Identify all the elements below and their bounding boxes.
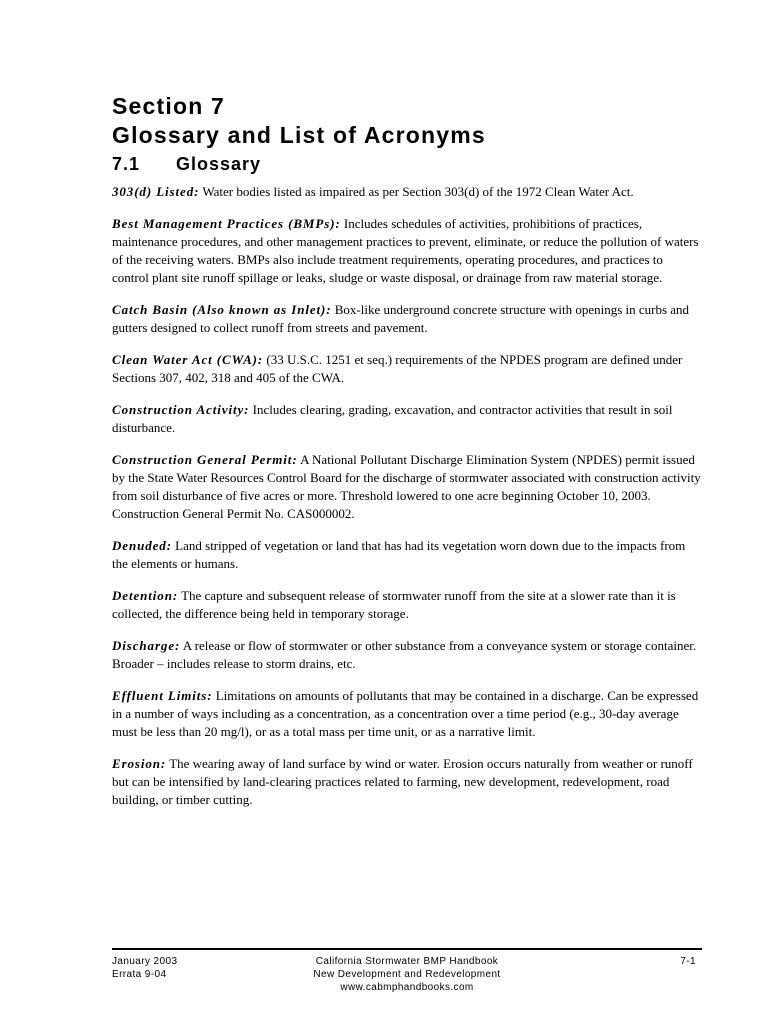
glossary-term: Erosion:	[112, 756, 167, 771]
glossary-definition: A National Pollutant Discharge Elimination System (NPDES) permit issued by the State Water Resources Control Board for the discharge of stormwater associated with construction activity from soil disturbance of five acres or more. Threshold lowered to one acre beginning October 10, 2003. Construction General Permit No. CAS000002.	[112, 452, 701, 521]
glossary-entry	[112, 351, 702, 387]
glossary-entry	[112, 755, 702, 809]
glossary-term: Clean Water Act (CWA):	[112, 352, 264, 367]
glossary-definition: Box-like underground concrete structure with openings in curbs and gutters designed to collect runoff from streets and pavement.	[112, 302, 690, 335]
glossary-definition: Water bodies listed as impaired as per Section 303(d) of the 1972 Clean Water Act.	[202, 184, 634, 199]
footer-errata: Errata 9-04	[112, 969, 167, 980]
subsection-heading	[112, 153, 702, 175]
subsection-number: 7.1	[112, 154, 141, 174]
glossary-definition: (33 U.S.C. 1251 et seq.) requirements of the NPDES program are defined under Sections 307, 402, 318 and 405 of the CWA.	[112, 352, 683, 385]
footer-date: January 2003	[112, 956, 178, 967]
glossary-term: Detention:	[112, 588, 179, 603]
glossary-definition: Includes schedules of activities, prohibitions of practices, maintenance procedures, and other management practices to prevent, eliminate, or reduce the pollution of waters of the receiving waters. BMPs also include treatment requirements, operating procedures, and practices to control plant site runoff spillage or leaks, sludge or waste disposal, or drainage from raw material storage.	[112, 216, 699, 285]
page-content	[112, 92, 702, 823]
glossary-entry	[112, 637, 702, 673]
glossary-term: Construction General Permit:	[112, 452, 298, 467]
section-label: Section 7	[112, 93, 226, 119]
glossary-term: Effluent Limits:	[112, 688, 213, 703]
glossary-entry	[112, 301, 702, 337]
footer-page-number: 7-1	[680, 956, 696, 967]
glossary-term: Discharge:	[112, 638, 181, 653]
footer-title: California Stormwater BMP Handbook	[315, 956, 499, 967]
page-footer	[112, 948, 702, 994]
glossary-term: Best Management Practices (BMPs):	[112, 216, 341, 231]
glossary-entry	[112, 401, 702, 437]
glossary-definition: Limitations on amounts of pollutants that may be contained in a discharge. Can be expressed in a number of ways including as a concentration, as a concentration over a time period (e.g., 30-day average must be less than 20 mg/l), or as a total mass per time unit, or as a narrative limit.	[112, 688, 699, 739]
glossary-definition: The wearing away of land surface by wind or water. Erosion occurs naturally from weather or runoff but can be intensified by land-clearing practices related to farming, new development, redevelopment, road building, or timber cutting.	[112, 756, 693, 807]
footer-left	[112, 955, 177, 981]
glossary-entry	[112, 587, 702, 623]
subsection-title: Glossary	[176, 154, 262, 174]
glossary-entry	[112, 215, 702, 287]
glossary-entry	[112, 183, 702, 201]
glossary-list	[112, 183, 702, 809]
glossary-definition: The capture and subsequent release of stormwater runoff from the site at a slower rate than it is collected, the difference being held in temporary storage.	[112, 588, 676, 621]
glossary-term: 303(d) Listed:	[112, 184, 200, 199]
glossary-definition: Includes clearing, grading, excavation, and contractor activities that result in soil disturbance.	[112, 402, 673, 435]
footer-center	[112, 955, 702, 994]
glossary-entry	[112, 687, 702, 741]
glossary-entry	[112, 451, 702, 523]
footer-subtitle: New Development and Redevelopment	[313, 969, 501, 980]
glossary-term: Denuded:	[112, 538, 172, 553]
glossary-term: Catch Basin (Also known as Inlet):	[112, 302, 332, 317]
glossary-definition: Land stripped of vegetation or land that has had its vegetation worn down due to the impacts from the elements or humans.	[112, 538, 686, 571]
page-title: Glossary and List of Acronyms	[112, 122, 486, 148]
footer-website: www.cabmphandbooks.com	[340, 982, 474, 993]
glossary-definition: A release or flow of stormwater or other substance from a conveyance system or storage container. Broader – includes release to storm drains, etc.	[112, 638, 697, 671]
glossary-term: Construction Activity:	[112, 402, 250, 417]
glossary-entry	[112, 537, 702, 573]
